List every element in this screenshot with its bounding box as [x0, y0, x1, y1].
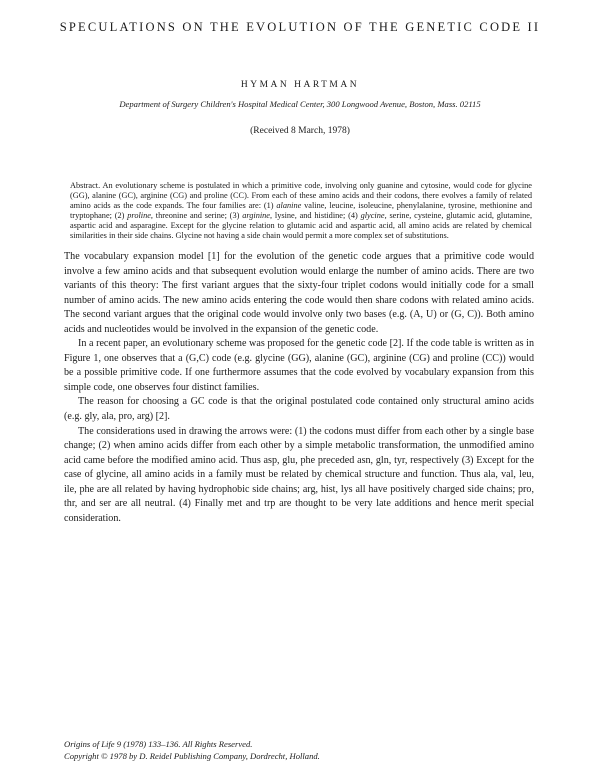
abstract-text-2: valine, leucine, isoleucine, phenylalanine, tyrosine, methionine and tryptophane; (2): [70, 201, 532, 220]
family-glycine: glycine: [360, 211, 385, 220]
paragraph-2: In a recent paper, an evolutionary scheme was proposed for the genetic code [2]. If the code table is written as in Figure 1, one observes that a (G,C) code (e.g. glycine (GG), alanine (GC), arginine (CG) and proline (CC)) would be a possible primitive code. If one furthermore assumes that the code evolved by vocabulary expansion from this simple code, one observes four distinct families.: [64, 338, 534, 393]
body-text: [64, 250, 534, 526]
author-name: HYMAN HARTMAN: [240, 80, 360, 90]
paragraph-3: The reason for choosing a GC code is that the original postulated code contained only structural amino acids (e.g. gly, ala, pro, arg) [2].: [64, 396, 534, 423]
author-affiliation: Department of Surgery Children's Hospital Medical Center, 300 Longwood Avenue, Boston, Mass. 02115: [119, 99, 481, 109]
received-date: (Received 8 March, 1978): [250, 126, 350, 136]
journal-citation: Origins of Life 9 (1978) 133–136. All Rights Reserved.: [64, 739, 253, 749]
family-alanine: alanine: [276, 201, 302, 210]
abstract: [70, 181, 532, 241]
abstract-text-5: , serine, cysteine, glutamic acid, glutamine, aspartic acid and asparagine. Except for the glycine relation to glutamic acid and aspartic acid, all amino acids are related by chemical similarities in their side chains. Glycine not having a side chain would permit a more complex set of substitutions.: [70, 211, 533, 240]
copyright-line: Copyright © 1978 by D. Reidel Publishing Company, Dordrecht, Holland.: [64, 751, 320, 761]
paper-title: SPECULATIONS ON THE EVOLUTION OF THE GENETIC CODE II: [59, 20, 541, 34]
abstract-text-3: , threonine and serine; (3): [150, 211, 243, 220]
paragraph-1: The vocabulary expansion model [1] for the evolution of the genetic code argues that a primitive code would involve a few amino acids and that subsequent evolution would enlarge the number of amino acids. There are two variants of this theory: The first variant argues that the sixty-four triplet codons would initially code for a small number of amino acids. The new amino acids entering the code would then share codons with related amino acids. The second variant argues that the original code would involve only two bases (e.g. (A, U) or (G, C)). Both amino acids and nucleotides would be involved in the expansion of the genetic code.: [64, 251, 534, 335]
journal-footer: [64, 738, 484, 762]
family-proline: proline: [127, 211, 151, 220]
abstract-text-1: An evolutionary scheme is postulated in which a primitive code, involving only guanine and cytosine, would code for glycine (GG), alanine (GC), arginine (CG) and proline (CC). From each of these amino acids and their codons, there evolves a family of related amino acids as the code expands. The four families are: (1): [70, 181, 532, 210]
family-arginine: arginine: [242, 211, 270, 220]
paragraph-4: The considerations used in drawing the arrows were: (1) the codons must differ from each other by a single base change; (2) when amino acids differ from each other by a simple metabolic transformation, the unmodified amino acid came before the modified amino acid. Thus asp, glu, phe preceded asn, gln, tyr, respectively (3) Except for the case of glycine, all amino acids in a family must be related by chemical structure and function. Thus ala, val, leu, ile, phe are all related by having hydrophobic side chains; arg, hist, lys all have positively charged side chains; pro, thr, and ser are all neutral. (4) Finally met and trp are thought to be very late additions and hence merit special consideration.: [64, 425, 534, 524]
abstract-lead: Abstract.: [70, 181, 101, 190]
abstract-text-4: , lysine, and histidine; (4): [270, 211, 361, 220]
